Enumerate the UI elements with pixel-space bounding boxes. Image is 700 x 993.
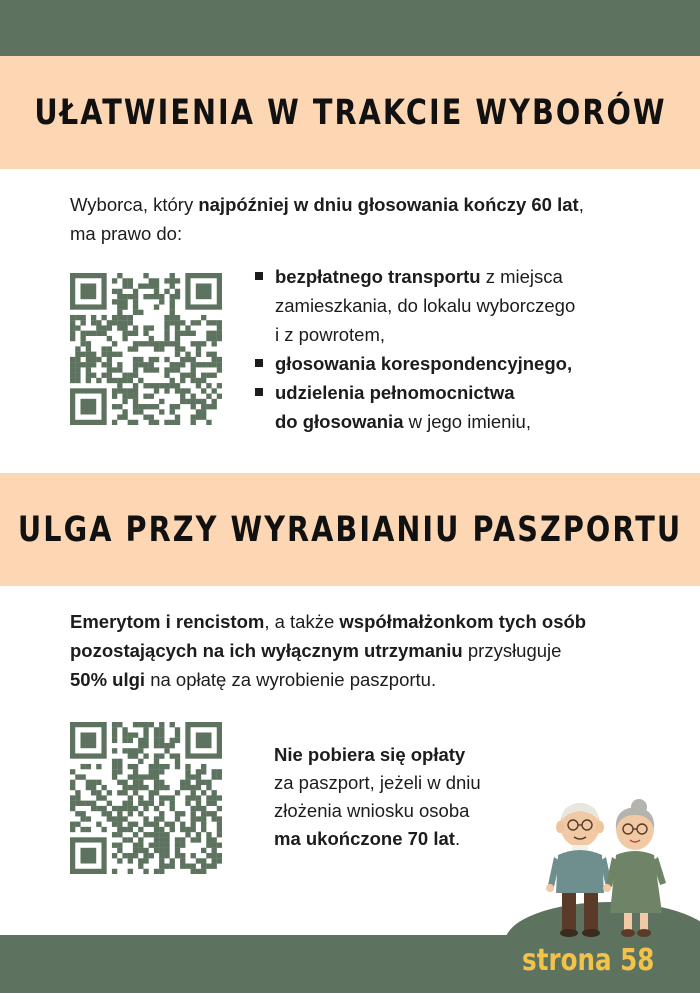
bullet1-line3: i z powrotem,: [275, 324, 386, 345]
bullet2-bold: głosowania korespondencyjnego,: [275, 353, 573, 374]
section1-intro: [70, 190, 670, 248]
section1-bullet-list: [253, 262, 653, 436]
bullet3-text: w jego imieniu,: [403, 411, 531, 432]
section2-text1: , a także: [264, 611, 340, 632]
note-end: .: [454, 828, 461, 849]
top-bar: [0, 0, 700, 56]
section2-emphasis3: pozostających na ich wyłącznym utrzymaniu: [70, 640, 463, 661]
section2-banner: [0, 473, 700, 586]
note-line2: za paszport, jeżeli w dniu: [274, 772, 481, 793]
section2-emphasis2: współmałżonkom tych osób: [339, 611, 587, 632]
section2-intro: [70, 607, 670, 694]
page-number: strona 58: [521, 943, 654, 978]
section2-emphasis1: Emerytom i rencistom: [70, 611, 265, 632]
list-item: [253, 378, 653, 436]
section1-intro-line2: ma prawo do:: [70, 223, 183, 244]
list-item: [253, 262, 653, 349]
bullet1-bold: bezpłatnego transportu: [275, 266, 481, 287]
bullet1-line2: zamieszkania, do lokalu wyborczego: [275, 295, 576, 316]
elderly-couple-illustration: [540, 795, 675, 940]
section1-intro-text: Wyborca, który: [70, 194, 199, 215]
qr-code-icon[interactable]: [70, 273, 222, 425]
passport-note: [274, 741, 574, 853]
qr-code-icon[interactable]: [70, 722, 222, 874]
section2-text2: przysługuje: [462, 640, 562, 661]
note-line3: złożenia wniosku osoba: [274, 800, 470, 821]
list-item: [253, 349, 653, 378]
bullet1-text: z miejsca: [480, 266, 563, 287]
bullet3-bold-line2: do głosowania: [275, 411, 404, 432]
section2-title: ULGA PRZY WYRABIANIU PASZPORTU: [17, 509, 683, 550]
note-bold2: ma ukończone 70 lat: [274, 828, 455, 849]
note-bold1: Nie pobiera się opłaty: [274, 744, 466, 765]
section1-banner: [0, 56, 700, 169]
section1-intro-comma: ,: [578, 194, 584, 215]
section2-text3: na opłatę za wyrobienie paszportu.: [145, 669, 437, 690]
bullet3-bold: udzielenia pełnomocnictwa: [275, 382, 515, 403]
section2-emphasis4: 50% ulgi: [70, 669, 146, 690]
section1-title: UŁATWIENIA W TRAKCIE WYBORÓW: [33, 92, 667, 133]
section1-intro-emphasis: najpóźniej w dniu głosowania kończy 60 lat: [198, 194, 579, 215]
